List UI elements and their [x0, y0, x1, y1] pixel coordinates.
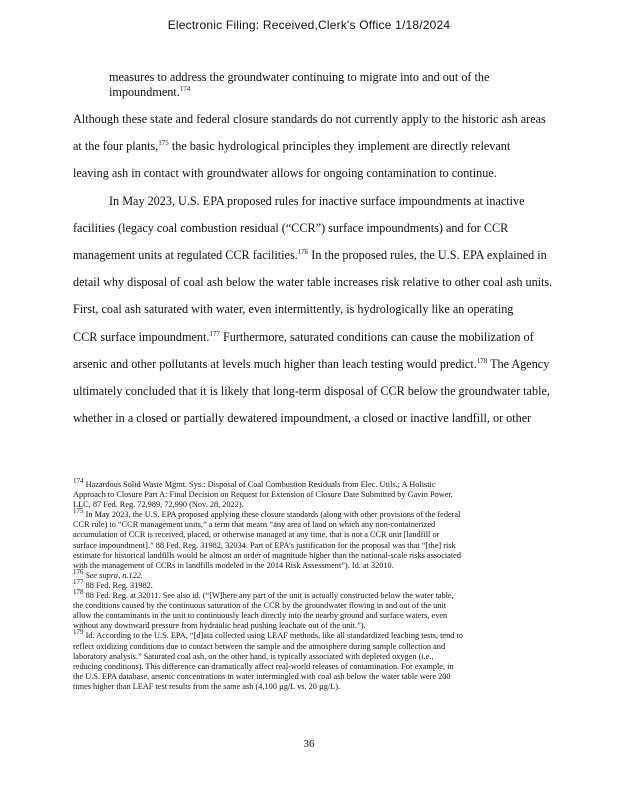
body-line: management units at regulated CCR facilities.$^{176}$ In the proposed rules, the U.S. EPA explained in: [73, 247, 547, 262]
body-line: facilities (legacy coal combustion residual (“CCR”) surface impoundments) and for CCR: [73, 221, 509, 235]
body-line: First, coal ash saturated with water, even intermittently, is hydrologically like an operating: [73, 302, 514, 316]
footnote-ref[interactable]: 175: [158, 138, 169, 147]
body-line: arsenic and other pollutants at levels much higher than leach testing would predict.$^{178}$ The Agency: [73, 356, 550, 371]
footnote-178: $^{178}$ 88 Fed. Reg. at 32011. See also id. (“[W]here any part of the unit is actually constructed below the water table, the conditions caused by the continuous saturation of the CCR by the groundwater flowing in and out of the unit allow the contaminants in the unit to continuously leach directly into the nearby ground and surface waters, even without any downward pressure from hydraulic head pushing leachate out of the unit.”).: [73, 588, 454, 631]
body-line: detail why disposal of coal ash below the water table increases risk relative to other coal ash units.: [73, 275, 553, 289]
footnote-number: 178: [73, 588, 84, 597]
body-line: CCR surface impoundment.$^{177}$ Furthermore, saturated conditions can cause the mobilization of: [73, 329, 534, 344]
body-line: ultimately concluded that it is likely that long-term disposal of CCR below the groundwater table,: [73, 384, 550, 398]
body-line: leaving ash in contact with groundwater allows for ongoing contamination to continue.: [73, 166, 497, 180]
footnote-175: $^{175}$ In May 2023, the U.S. EPA proposed applying these closure standards (along with other provisions of the federal CCR rule) to “CCR management units,” a term that means “any area of land on which any non-containerized accumulation of CCR is received, placed, or otherwise managed at any time, that is not a CCR unit [landfill or surface impoundment].” 88 Fed. Reg. 31982, 32034. Part of EPA’s justification for the proposal was that “[the] risk estimate for historical landfills would be almost an order of magnitude higher than the national-scale risks associated with the management of CCRs in landfills modeled in the 2014 Risk Assessment”). Id. at 32010.: [73, 507, 461, 570]
footnote-number: 179: [73, 628, 84, 637]
body-line: In May 2023, U.S. EPA proposed rules for inactive surface impoundments at inactive: [109, 194, 525, 208]
footnote-number: 174: [73, 477, 84, 486]
footnote-number: 175: [73, 507, 84, 516]
footnote-ref[interactable]: 174: [179, 84, 191, 93]
body-line: at the four plants,$^{175}$ the basic hydrological principles they implement are directly relevant: [73, 138, 511, 153]
page-number: 36: [303, 738, 315, 750]
footnote-174: $^{174}$ Hazardous Solid Waste Mgmt. Sys.: Disposal of Coal Combustion Residuals from Elec. Utils.; A Holistic Approach to Closure Part A: Final Decision on Request for Extension of Closure Date Submitted by Gavin Power, LLC, 87 Fed. Reg. 72,989, 72,990 (Nov. 28, 2022).: [73, 477, 453, 510]
block-quote-line: impoundment.$^{174}$: [109, 84, 191, 99]
footnote-177: $^{177}$ 88 Fed. Reg. 31982.: [73, 578, 153, 590]
footnote-number: 177: [73, 578, 84, 587]
block-quote-line: measures to address the groundwater continuing to migrate into and out of the: [109, 70, 490, 84]
footnote-ref[interactable]: 176: [297, 247, 309, 256]
footnote-176: $^{176}$ See supra, n.122.: [73, 568, 143, 580]
footnote-179: $^{179}$ Id. According to the U.S. EPA, “[d]ata collected using LEAF methods, like all standardized leaching tests, tend to reflect oxidizing conditions due to contact between the sample and the atmosphere during sample collection and laboratory analysis.” Saturated coal ash, on the other hand, is typically associated with depleted oxygen (i.e., reducing conditions). This difference can dramatically affect real-world releases of contamination. For example, in the U.S. EPA database, arsenic concentrations in water intermingled with coal ash below the water table were 200 times higher than LEAF test results from the same ash (4,100 µg/L vs. 20 µg/L).: [73, 628, 463, 691]
footnote-ref[interactable]: 178: [476, 356, 488, 365]
body-line: whether in a closed or partially dewatered impoundment, a closed or inactive landfill, or other: [73, 411, 532, 425]
body-line: Although these state and federal closure standards do not currently apply to the historic ash areas: [73, 112, 546, 126]
filing-header: Electronic Filing: Received,Clerk's Office 1/18/2024: [167, 18, 451, 32]
footnote-ref[interactable]: 177: [209, 329, 220, 338]
footnote-number: 176: [73, 568, 84, 577]
footnotes-section: [73, 477, 553, 692]
